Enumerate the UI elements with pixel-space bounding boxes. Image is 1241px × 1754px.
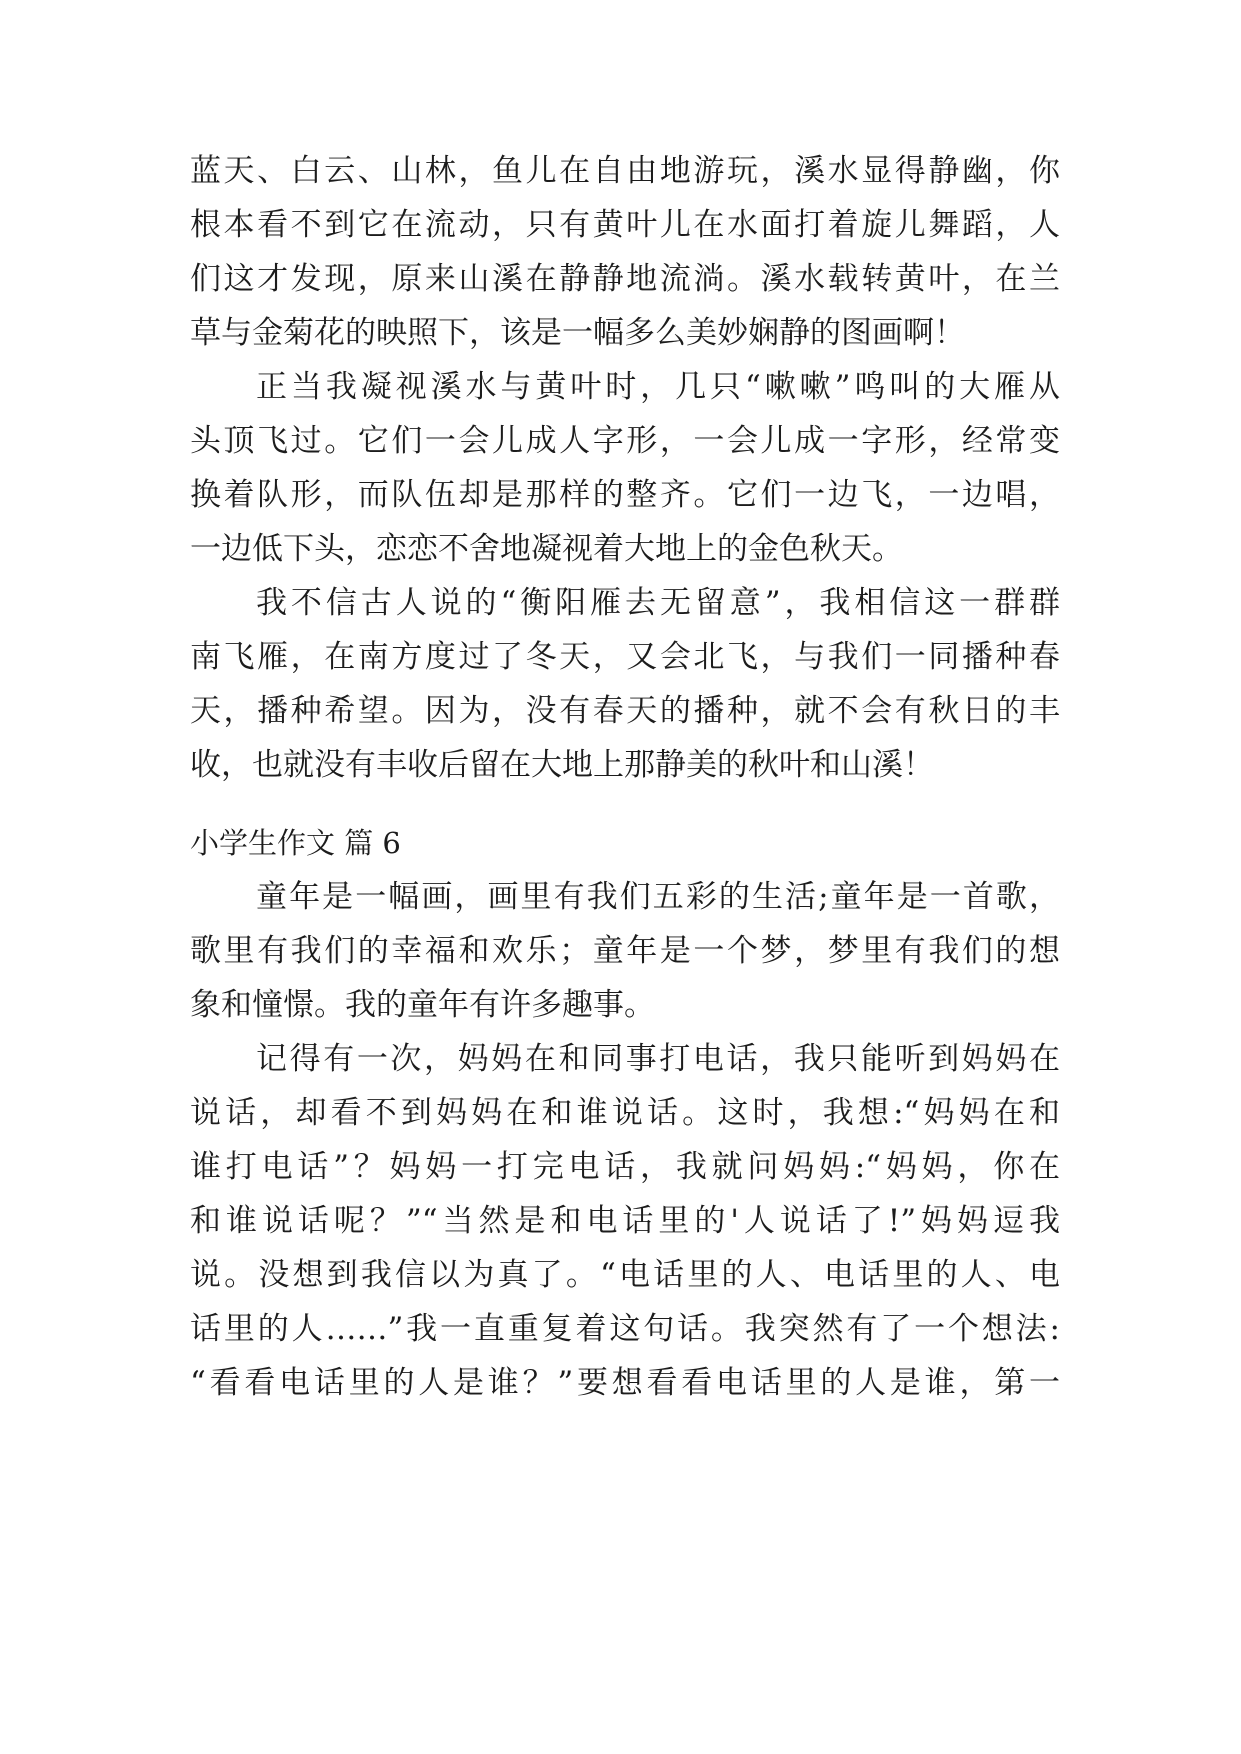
- section-heading: 小学生作文 篇 6: [190, 826, 401, 860]
- paragraph-3-line-3: 天，播种希望。因为，没有春天的播种，就不会有秋日的丰: [190, 693, 1060, 729]
- paragraph-5-line-6: 话里的人……”我一直重复着这句话。我突然有了一个想法:: [190, 1311, 1060, 1347]
- paragraph-4-line-1: 童年是一幅画，画里有我们五彩的生活;童年是一首歌，: [256, 879, 1060, 915]
- paragraph-5-line-3: 谁打电话”？妈妈一打完电话，我就问妈妈:“妈妈，你在: [190, 1149, 1060, 1185]
- paragraph-2-line-4: 一边低下头，恋恋不舍地凝视着大地上的金色秋天。: [190, 531, 903, 567]
- paragraph-5-line-7: “看看电话里的人是谁？”要想看看电话里的人是谁，第一: [190, 1365, 1060, 1401]
- paragraph-5-line-5: 说。没想到我信以为真了。“电话里的人、电话里的人、电: [190, 1257, 1060, 1293]
- paragraph-2-line-1: 正当我凝视溪水与黄叶时，几只“嗽嗽”鸣叫的大雁从: [256, 369, 1060, 405]
- paragraph-1-line-4: 草与金菊花的映照下，该是一幅多么美妙娴静的图画啊！: [190, 315, 965, 351]
- paragraph-1-line-2: 根本看不到它在流动，只有黄叶儿在水面打着旋儿舞蹈，人: [190, 207, 1060, 243]
- paragraph-3-line-2: 南飞雁，在南方度过了冬天，又会北飞，与我们一同播种春: [190, 639, 1060, 675]
- paragraph-4-line-3: 象和憧憬。我的童年有许多趣事。: [190, 987, 655, 1023]
- paragraph-3-line-1: 我不信古人说的“衡阳雁去无留意”，我相信这一群群: [256, 585, 1060, 621]
- paragraph-3-line-4: 收，也就没有丰收后留在大地上那静美的秋叶和山溪！: [190, 747, 934, 783]
- paragraph-2-line-2: 头顶飞过。它们一会儿成人字形，一会儿成一字形，经常变: [190, 423, 1060, 459]
- paragraph-1-line-3: 们这才发现，原来山溪在静静地流淌。溪水载转黄叶，在兰: [190, 261, 1060, 297]
- paragraph-4-line-2: 歌里有我们的幸福和欢乐；童年是一个梦，梦里有我们的想: [190, 933, 1060, 969]
- paragraph-1-line-1: 蓝天、白云、山林，鱼儿在自由地游玩，溪水显得静幽，你: [190, 153, 1060, 189]
- paragraph-2-line-3: 换着队形，而队伍却是那样的整齐。它们一边飞，一边唱，: [190, 477, 1060, 513]
- paragraph-5-line-4: 和谁说话呢？”“当然是和电话里的'人说话了!”妈妈逗我: [190, 1203, 1060, 1239]
- paragraph-5-line-1: 记得有一次，妈妈在和同事打电话，我只能听到妈妈在: [256, 1041, 1060, 1077]
- paragraph-5-line-2: 说话，却看不到妈妈在和谁说话。这时，我想:“妈妈在和: [190, 1095, 1060, 1131]
